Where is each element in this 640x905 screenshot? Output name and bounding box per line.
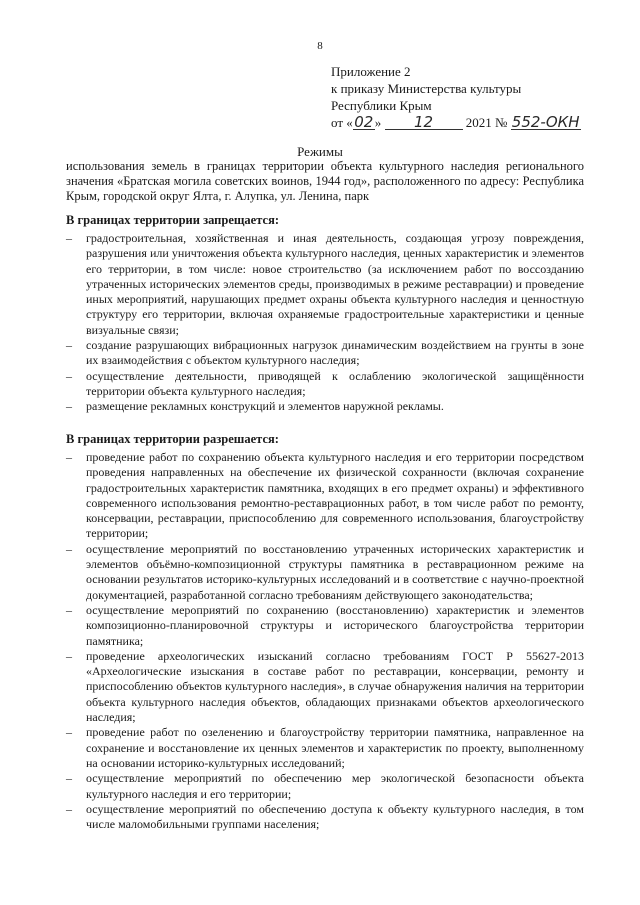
appendix-line-1: Приложение 2	[331, 64, 411, 79]
page-number: 8	[317, 40, 323, 52]
dash-bullet: –	[66, 725, 72, 740]
dash-bullet: –	[66, 450, 72, 464]
dash-bullet: –	[66, 801, 72, 816]
list-item-text: осуществление деятельности, приводящей к ослаблению экологической защищённости территории объекта культурного наследия;	[86, 368, 584, 398]
date-day: 02	[354, 113, 374, 131]
appendix-block	[331, 63, 581, 131]
dash-bullet: –	[66, 602, 72, 617]
section-prohibited	[66, 212, 584, 415]
list-item	[66, 450, 584, 542]
dash-bullet: –	[66, 541, 72, 556]
list-item-text: осуществление мероприятий по обеспечению доступа к объекту культурного наследия, в том числе маломобильными группами населения;	[86, 801, 584, 832]
date-month: 12	[385, 115, 463, 130]
section-allowed	[66, 431, 584, 832]
list-item-text: градостроительная, хозяйственная и иная деятельность, создающая угрозу повреждения, разрушения или уничтожения объекта культурного наследия, ценных характеристик и элементов его территории, в том числе: новое строительство (за исключением работ по воссозданию утраченных исторических элементов среды, производимых в режиме реставрации) и проведение иных мероприятий, нарушающих предмет охраны объекта культурного наследия и ценностную структуру его территории, включая охраняемые градостроительные характеристики и ценные визуальные связи;	[86, 231, 584, 337]
prohibited-list	[66, 231, 584, 415]
date-year: 2021 №	[465, 115, 508, 130]
order-number: 552-ОКН	[511, 113, 580, 131]
list-item	[66, 649, 584, 725]
dash-bullet: –	[66, 771, 72, 786]
date-mid: »	[374, 115, 382, 130]
allowed-list	[66, 450, 584, 832]
list-item	[66, 802, 584, 833]
dash-bullet: –	[66, 368, 72, 383]
list-item	[66, 603, 584, 649]
list-item	[66, 369, 584, 400]
list-item	[66, 399, 584, 414]
section-heading-allowed: В границах территории разрешается:	[66, 432, 279, 446]
list-item	[66, 338, 584, 369]
list-item	[66, 542, 584, 603]
list-item-text: размещение рекламных конструкций и элементов наружной рекламы.	[86, 399, 444, 414]
list-item	[66, 725, 584, 771]
document-title: Режимы	[297, 144, 343, 159]
dash-bullet: –	[66, 338, 72, 353]
section-heading-prohibited: В границах территории запрещается:	[66, 213, 280, 227]
list-item-text: создание разрушающих вибрационных нагрузок динамическим воздействием на грунты в зоне их взаимодействия с объектом культурного наследия;	[86, 338, 584, 368]
dash-bullet: –	[66, 399, 72, 414]
list-item-text: осуществление мероприятий по сохранению (восстановлению) характеристик и элементов композиционно-планировочной структуры и исторического благоустройства территории памятника;	[86, 602, 584, 648]
list-item-text: проведение работ по сохранению объекта культурного наследия и его территории посредством проведения направленных на обеспечение их физической сохранности (включая сохранение градостроительных характеристик памятника, входящих в его предмет охраны) и эффективного современного использования ремонтно-реставрационных работ, в том числе работ по ремонту, консервации, реставрации, приспособлению для современного использования, благоустройству территории;	[86, 450, 584, 541]
list-item	[66, 231, 584, 338]
dash-bullet: –	[66, 231, 72, 245]
list-item-text: осуществление мероприятий по восстановлению утраченных исторических характеристик и элементов объёмно-композиционной структуры памятника в реставрационном режиме на основании результатов историко-культурных исследований и в соответствие с научно-проектной документацией, разработанной согласно требованиям действующего законодательства;	[86, 541, 584, 602]
list-item-text: проведение археологических изысканий согласно требованиям ГОСТ Р 55627-2013 «Археологические изыскания в составе работ по реставрации, консервации, ремонту и приспособлению объектов культурного наследия», в случае обнаружения наличия на территории объекта культурного наследия объектов, обладающих признаками объектов археологического наследия;	[86, 648, 584, 725]
list-item-text: проведение работ по озеленению и благоустройству территории памятника, направленное на сохранение и восстановление их ценных элементов и характеристик по проекту, выполненному на основании историко-культурных исследований;	[86, 725, 584, 770]
appendix-line-2: к приказу Министерства культуры	[331, 81, 522, 96]
appendix-date-line	[331, 114, 581, 131]
list-item	[66, 771, 584, 802]
dash-bullet: –	[66, 648, 72, 663]
intro-paragraph: использования земель в границах территории объекта культурного наследия регионального значения «Братская могила советских воинов, 1944 год», расположенного по адресу: Республика Крым, городской округ Ялта, г. Алупка, ул. Ленина, парк	[66, 159, 584, 203]
date-prefix: от «	[331, 115, 353, 130]
appendix-line-3: Республики Крым	[331, 98, 432, 113]
list-item-text: осуществление мероприятий по обеспечению мер экологической безопасности объекта культурного наследия и его территории;	[86, 771, 584, 801]
